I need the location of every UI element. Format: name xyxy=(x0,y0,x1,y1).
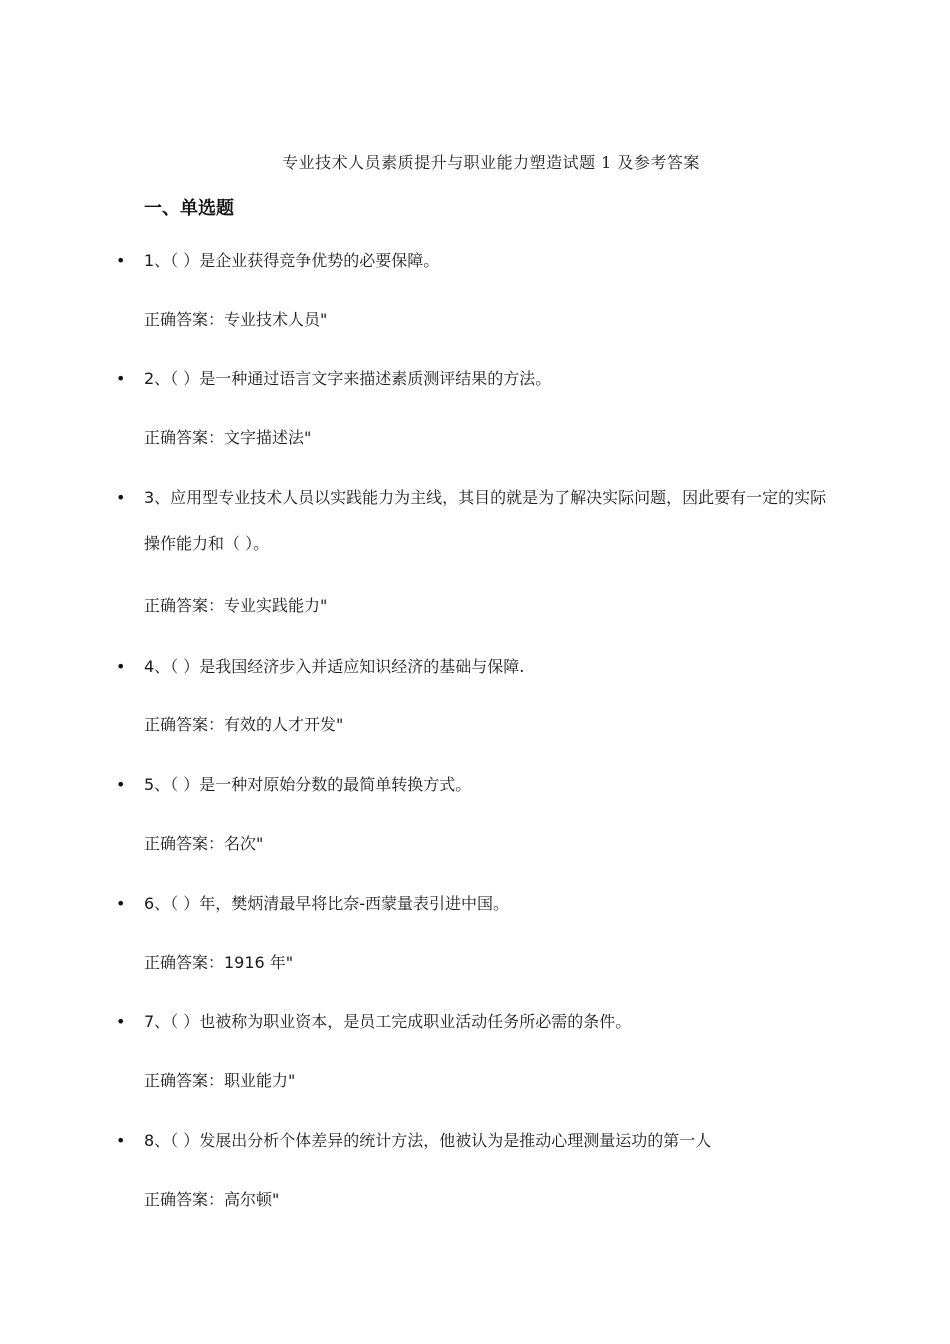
answer-text: 正确答案：有效的人才开发" xyxy=(144,715,344,734)
bullet-icon: • xyxy=(116,369,126,388)
bullet-icon: • xyxy=(116,488,126,507)
answer-text: 正确答案：名次" xyxy=(144,834,264,853)
bullet-icon: • xyxy=(116,1131,126,1150)
document-title: 专业技术人员素质提升与职业能力塑造试题 1 及参考答案 xyxy=(282,153,700,172)
question-text: 8、（ ）发展出分析个体差异的统计方法，他被认为是推动心理测量运功的第一人 xyxy=(144,1131,712,1150)
question-item xyxy=(116,644,834,690)
answer-text: 正确答案：专业实践能力" xyxy=(144,596,328,615)
question-item xyxy=(116,762,834,808)
answer-text: 正确答案：1916 年" xyxy=(144,953,294,972)
question-text: 1、（ ）是企业获得竞争优势的必要保障。 xyxy=(144,251,440,270)
section-heading: 一、单选题 xyxy=(144,198,234,219)
question-text: 2、（ ）是一种通过语言文字来描述素质测评结果的方法。 xyxy=(144,369,552,388)
question-item xyxy=(116,881,834,927)
question-text: 4、（ ）是我国经济步入并适应知识经济的基础与保障. xyxy=(144,657,525,676)
question-item xyxy=(116,1118,834,1164)
bullet-icon: • xyxy=(116,657,126,676)
question-text: 5、（ ）是一种对原始分数的最简单转换方式。 xyxy=(144,775,472,794)
bullet-icon: • xyxy=(116,775,126,794)
question-item xyxy=(116,356,834,402)
bullet-icon: • xyxy=(116,251,126,270)
answer-text: 正确答案：文字描述法" xyxy=(144,428,312,447)
bullet-icon: • xyxy=(116,1012,126,1031)
answer-text: 正确答案：职业能力" xyxy=(144,1071,296,1090)
answer-text: 正确答案：专业技术人员" xyxy=(144,310,328,329)
question-item xyxy=(116,999,834,1045)
question-text: 6、（ ）年，樊炳清最早将比奈-西蒙量表引进中国。 xyxy=(144,894,510,913)
question-text: 3、应用型专业技术人员以实践能力为主线，其目的就是为了解决实际问题，因此要有一定的实际操作能力和（ ）。 xyxy=(144,488,827,553)
question-text: 7、（ ）也被称为职业资本，是员工完成职业活动任务所必需的条件。 xyxy=(144,1012,632,1031)
question-item xyxy=(116,238,834,284)
answer-text: 正确答案：高尔顿" xyxy=(144,1190,280,1209)
bullet-icon: • xyxy=(116,894,126,913)
question-item xyxy=(116,475,834,567)
